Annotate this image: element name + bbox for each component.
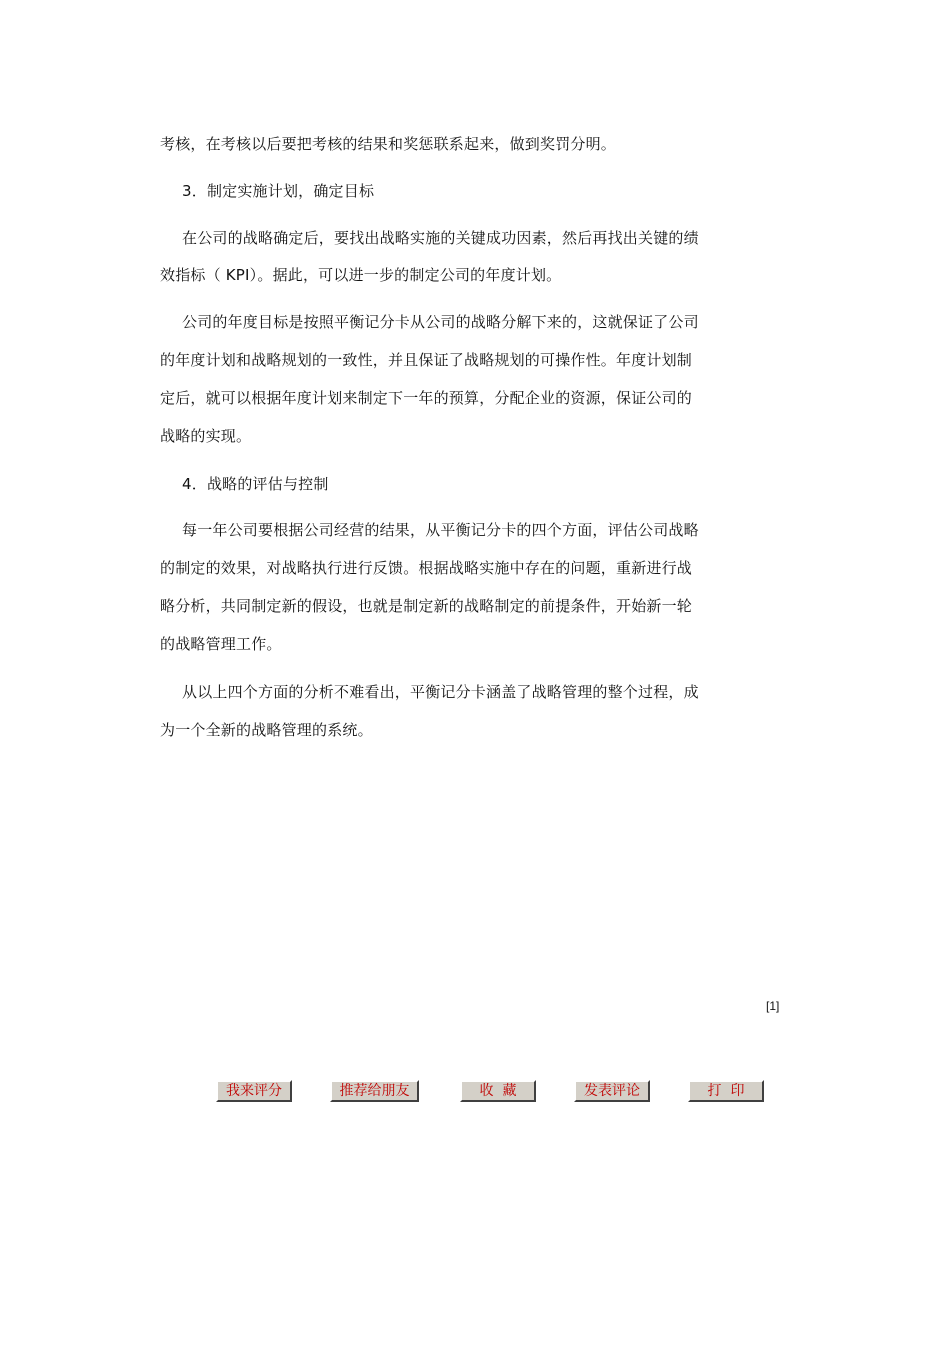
paragraph-line: 战略的实现。 — [160, 427, 252, 445]
paragraph-line: 的年度计划和战略规划的一致性，并且保证了战略规划的可操作性。年度计划制 — [160, 351, 693, 369]
comment-button[interactable]: 发表评论 — [574, 1080, 650, 1102]
print-button[interactable]: 打 印 — [688, 1080, 764, 1102]
paragraph-line: 考核，在考核以后要把考核的结果和奖惩联系起来，做到奖罚分明。 — [160, 135, 617, 153]
paragraph-line: 为一个全新的战略管理的系统。 — [160, 721, 373, 739]
paragraph-line: 公司的年度目标是按照平衡记分卡从公司的战略分解下来的，这就保证了公司 — [182, 313, 699, 331]
section-heading-3: 3．制定实施计划，确定目标 — [182, 182, 375, 200]
paragraph-line: 的战略管理工作。 — [160, 635, 282, 653]
paragraph-line: 略分析，共同制定新的假设，也就是制定新的战略制定的前提条件，开始新一轮 — [160, 597, 693, 615]
reference-marker[interactable]: [1] — [766, 999, 780, 1013]
rate-button[interactable]: 我来评分 — [216, 1080, 292, 1102]
paragraph-line: 定后，就可以根据年度计划来制定下一年的预算，分配企业的资源，保证公司的 — [160, 389, 693, 407]
paragraph-line: 在公司的战略确定后，要找出战略实施的关键成功因素，然后再找出关键的绩 — [182, 229, 699, 247]
paragraph-line: 的制定的效果，对战略执行进行反馈。根据战略实施中存在的问题，重新进行战 — [160, 559, 693, 577]
paragraph-line: 从以上四个方面的分析不难看出，平衡记分卡涵盖了战略管理的整个过程，成 — [182, 683, 699, 701]
paragraph-line: 每一年公司要根据公司经营的结果，从平衡记分卡的四个方面，评估公司战略 — [182, 521, 699, 539]
recommend-button[interactable]: 推荐给朋友 — [330, 1080, 419, 1102]
favorite-button[interactable]: 收 藏 — [460, 1080, 536, 1102]
paragraph-line: 效指标（ KPI）。据此，可以进一步的制定公司的年度计划。 — [160, 266, 562, 284]
section-heading-4: 4．战略的评估与控制 — [182, 475, 329, 493]
